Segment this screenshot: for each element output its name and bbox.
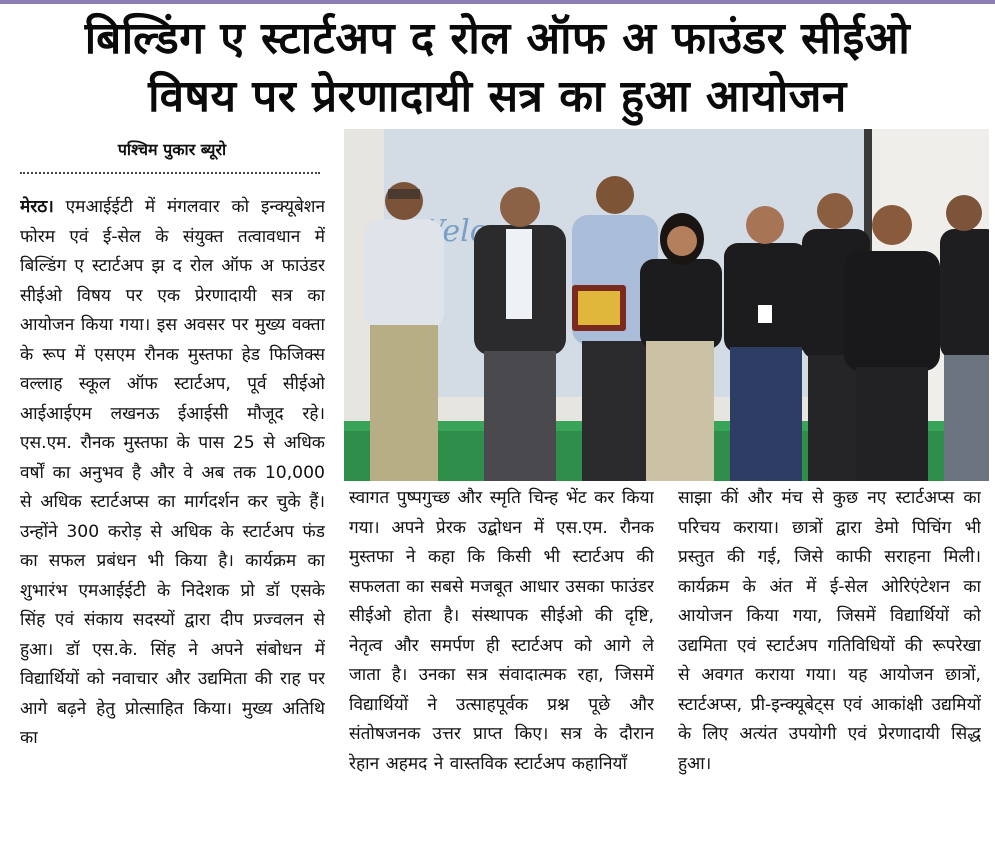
person-8 [940,195,989,481]
byline: पश्चिम पुकार ब्यूरो [117,140,227,159]
event-photo [344,129,989,481]
article-column-2: स्वागत पुष्पगुच्छ और स्मृति चिन्ह भेंट कर किया गया। अपने प्रेरक उद्बोधन में एस.एम. रौनक मुस्तफा ने कहा कि किसी भी स्टार्टअप की सफलता का सबसे मजबूत आधार उसका फाउंडर सीईओ होता है। संस्थापक सीईओ की दृष्टि, नेतृत्व और समर्पण ही स्टार्टअप को आगे ले जाता है। उनका सत्र संवादात्मक रहा, जिसमें विद्यार्थियों ने उत्साहपूर्वक प्रश्न पूछे और संतोषजनक उत्तर प्राप्त किए। सत्र के दौरान रेहान अहमद ने वास्तविक स्टार्टअप कहानियाँ [349,488,654,774]
headline [0,10,995,126]
headline-line-2: विषय पर प्रेरणादायी सत्र का हुआ आयोजन [148,71,847,122]
event-photo-illustration [344,129,989,481]
article-column-1-text: एमआईईटी में मंगलवार को इन्क्यूबेशन फोरम एवं ई-सेल के संयुक्त तत्वावधान में बिल्डिंग ए स्टार्टअप झ द रोल ऑफ अ फाउंडर सीईओ विषय पर एक प्रेरणादायी सत्र का आयोजन किया गया। इस अवसर पर मुख्य वक्ता के रूप में एसएम रौनक मुस्तफा हेड फिजिक्स वल्लाह स्कूल ऑफ स्टार्टअप, पूर्व सीईओ आईआईएम लखनऊ ईआईसी मौजूद रहे। एस.एम. रौनक मुस्तफा के पास 25 से अधिक वर्षों का अनुभव है और वे अब तक 10,000 से अधिक स्टार्टअप्स का मार्गदर्शन कर चुके हैं। उन्होंने 300 करोड़ से अधिक के स्टार्टअप फंड का सफल प्रबंधन भी किया है। कार्यक्रम का शुभारंभ एमआईईटी के निदेशक प्रो डॉ एसके सिंह एवं संकाय सदस्यों द्वारा दीप प्रज्वलन से हुआ। डॉ एस.के. सिंह ने अपने संबोधन में विद्यार्थियों को नवाचार और उद्यमिता की राह पर आगे बढ़ने हेतु प्रोत्साहित किया। मुख्य अतिथि का [20,197,325,748]
person-1 [364,182,444,481]
article-column-1 [20,193,325,838]
person-5 [724,206,808,481]
memento-plaque [572,285,626,331]
byline-dotted-divider [20,172,320,174]
headline-line-1: बिल्डिंग ए स्टार्टअप द रोल ऑफ अ फाउंडर सीईओ [84,13,911,64]
top-rule [0,0,995,4]
person-2 [474,187,566,481]
article-column-3: साझा कीं और मंच से कुछ नए स्टार्टअप्स का परिचय कराया। छात्रों द्वारा डेमो पिचिंग भी प्रस्तुत की गई, जिसे काफी सराहना मिली। कार्यक्रम के अंत में ई-सेल ओरिएंटेशन का आयोजन किया गया, जिसमें विद्यार्थियों को उद्यमिता एवं स्टार्टअप गतिविधियों की रूपरेखा से अवगत कराया गया। यह आयोजन छात्रों, स्टार्टअप्स, प्री-इन्क्यूबेट्स एवं आकांक्षी उद्यमियों के लिए अत्यंत उपयोगी एवं प्रेरणादायी सिद्ध हुआ। [678,488,981,774]
dateline-city: मेरठ। [20,197,54,217]
